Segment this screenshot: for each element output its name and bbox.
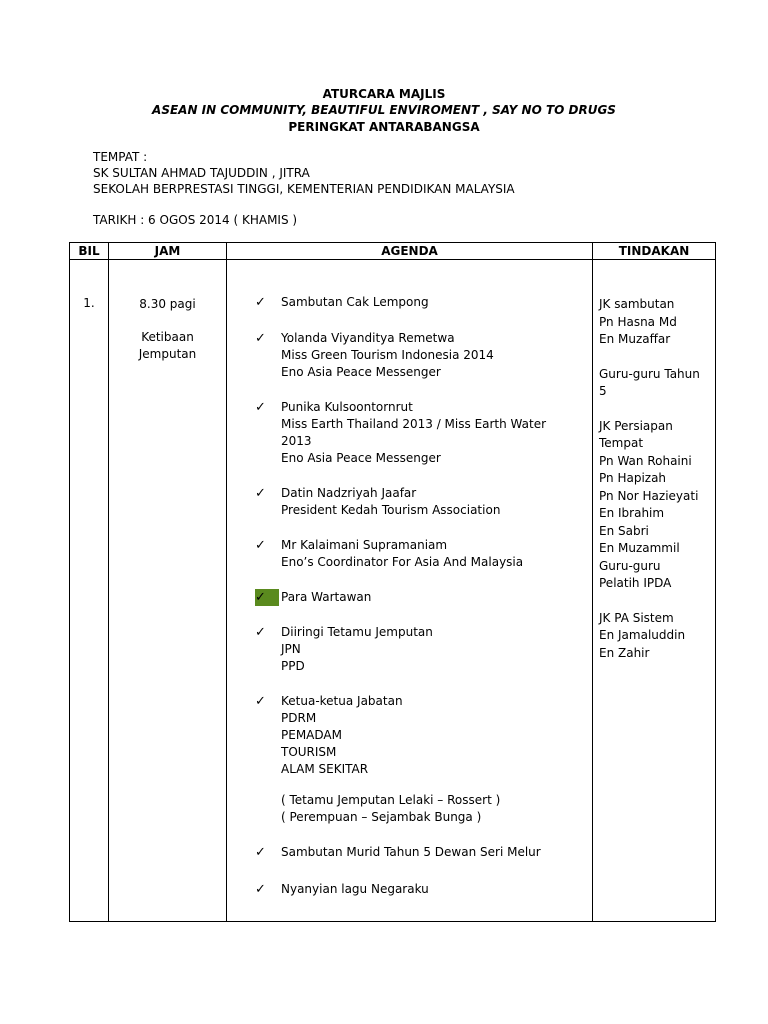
agenda-line: Sambutan Murid Tahun 5 Dewan Seri Melur <box>281 845 541 859</box>
check-icon: ✓ <box>255 486 266 501</box>
tarikh: TARIKH : 6 OGOS 2014 ( KHAMIS ) <box>93 213 298 227</box>
title-line-1: ATURCARA MAJLIS <box>322 87 446 101</box>
schedule-table <box>69 242 716 922</box>
bil-cell <box>70 260 109 922</box>
header-bil: BIL <box>70 243 109 260</box>
check-icon: ✓ <box>255 625 266 640</box>
agenda-line: PDRM <box>281 711 317 725</box>
agenda-line: President Kedah Tourism Association <box>281 503 501 517</box>
jam-time: 8.30 pagi <box>139 297 196 311</box>
tempat-description: SEKOLAH BERPRESTASI TINGGI, KEMENTERIAN PENDIDIKAN MALAYSIA <box>93 182 515 196</box>
agenda-line: JPN <box>281 642 301 656</box>
agenda-item <box>257 624 586 675</box>
agenda-item <box>257 330 586 381</box>
agenda-line: Para Wartawan <box>281 590 372 604</box>
tindakan-line: Pn Hapizah <box>599 471 667 485</box>
tindakan-line: 5 <box>599 384 607 398</box>
agenda-list <box>257 294 586 898</box>
tindakan-line: Guru-guru Tahun <box>599 366 700 381</box>
agenda-item <box>257 537 586 571</box>
agenda-item <box>257 399 586 467</box>
tindakan-line: En Sabri <box>599 523 649 538</box>
check-icon: ✓ <box>255 538 266 553</box>
tindakan-line: En Muzammil <box>599 541 680 555</box>
tindakan-line: JK Persiapan <box>599 418 673 433</box>
tindakan-line: En Jamaluddin <box>599 628 686 642</box>
agenda-item <box>257 844 586 861</box>
check-icon: ✓ <box>255 331 266 346</box>
agenda-line: PEMADAM <box>281 728 342 742</box>
agenda-item <box>257 485 586 519</box>
check-icon: ✓ <box>255 845 266 860</box>
tindakan-list <box>599 296 711 662</box>
agenda-line: Miss Green Tourism Indonesia 2014 <box>281 348 494 362</box>
tindakan-line: Guru-guru <box>599 558 661 573</box>
table-header-row <box>70 243 716 260</box>
title-line-3: PERINGKAT ANTARABANGSA <box>288 120 480 134</box>
table-row <box>70 260 716 922</box>
agenda-line: Diiringi Tetamu Jemputan <box>281 625 433 639</box>
title-line-2: ASEAN IN COMMUNITY, BEAUTIFUL ENVIROMENT , SAY NO TO DRUGS <box>152 103 616 117</box>
agenda-line: Eno Asia Peace Messenger <box>281 365 441 379</box>
agenda-line: Yolanda Viyanditya Remetwa <box>281 331 455 345</box>
tindakan-line: En Ibrahim <box>599 506 665 520</box>
check-icon: ✓ <box>255 882 266 897</box>
jam-cell <box>109 260 227 922</box>
agenda-note: ( Tetamu Jemputan Lelaki – Rossert ) <box>281 793 501 807</box>
check-icon: ✓ <box>255 295 266 310</box>
agenda-note: ( Perempuan – Sejambak Bunga ) <box>281 810 482 824</box>
agenda-item <box>257 589 586 606</box>
tindakan-line: Tempat <box>599 436 644 450</box>
header-jam: JAM <box>109 243 227 260</box>
agenda-line: Sambutan Cak Lempong <box>281 295 429 309</box>
agenda-line: Nyanyian lagu Negaraku <box>281 882 429 896</box>
header-tindakan: TINDAKAN <box>593 243 716 260</box>
tindakan-line: JK PA Sistem <box>599 610 674 625</box>
agenda-line: Miss Earth Thailand 2013 / Miss Earth Water <box>281 417 547 431</box>
agenda-line: PPD <box>281 659 305 673</box>
agenda-item <box>257 881 586 898</box>
agenda-item <box>257 294 586 311</box>
bil-number: 1. <box>83 296 95 310</box>
tempat-school: SK SULTAN AHMAD TAJUDDIN , JITRA <box>93 166 310 180</box>
tindakan-line: Pelatih IPDA <box>599 576 672 590</box>
agenda-line: Mr Kalaimani Supramaniam <box>281 538 448 552</box>
tempat-label: TEMPAT : <box>93 150 148 164</box>
tindakan-line: En Muzaffar <box>599 332 671 346</box>
agenda-line: Punika Kulsoontornrut <box>281 400 413 414</box>
jam-note-2: Jemputan <box>138 347 197 361</box>
check-icon: ✓ <box>255 589 279 606</box>
check-icon: ✓ <box>255 694 266 709</box>
agenda-line: Eno’s Coordinator For Asia And Malaysia <box>281 555 524 569</box>
agenda-cell <box>227 260 593 922</box>
agenda-line: Ketua-ketua Jabatan <box>281 694 403 708</box>
tindakan-line: JK sambutan <box>599 297 675 311</box>
jam-note-1: Ketibaan <box>141 330 194 344</box>
agenda-line: Datin Nadzriyah Jaafar <box>281 486 417 500</box>
agenda-line: ALAM SEKITAR <box>281 762 369 776</box>
check-icon: ✓ <box>255 400 266 415</box>
tindakan-cell <box>593 260 716 922</box>
agenda-line: Eno Asia Peace Messenger <box>281 451 441 465</box>
agenda-line: TOURISM <box>281 745 337 759</box>
agenda-item <box>257 693 586 778</box>
agenda-line: 2013 <box>281 434 312 448</box>
tindakan-line: Pn Wan Rohaini <box>599 453 692 468</box>
tindakan-line: Pn Nor Hazieyati <box>599 488 699 503</box>
header-agenda: AGENDA <box>227 243 593 260</box>
tindakan-line: En Zahir <box>599 645 650 660</box>
tindakan-line: Pn Hasna Md <box>599 314 677 329</box>
